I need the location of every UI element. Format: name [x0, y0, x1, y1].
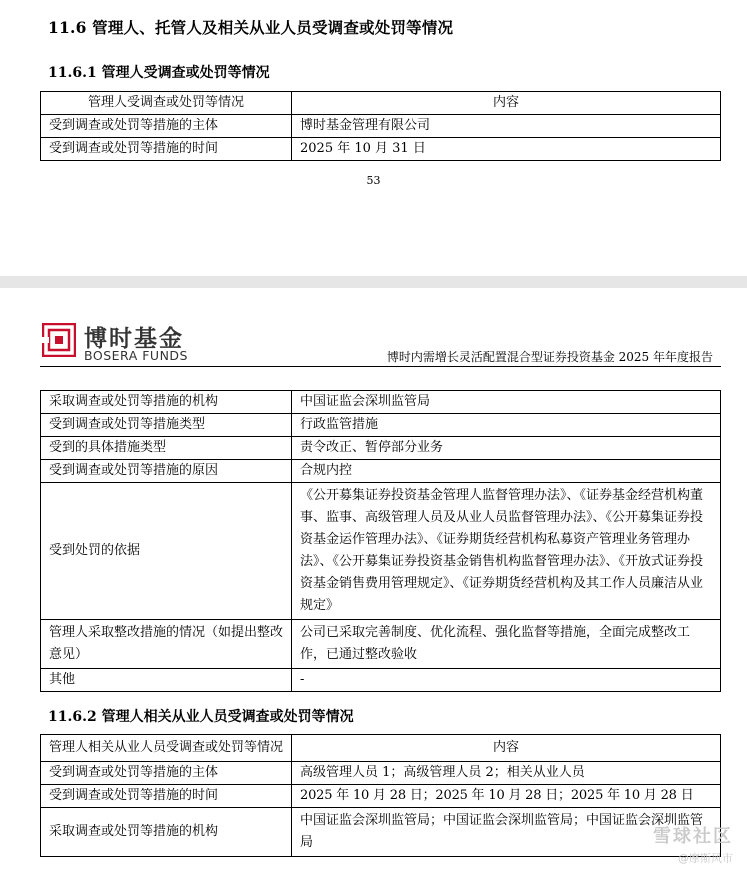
row-label: 采取调查或处罚等措施的机构	[41, 808, 292, 857]
row-value: -	[292, 669, 721, 692]
row-value: 2025 年 10 月 28 日；2025 年 10 月 28 日；2025 年 10 月 28 日	[292, 785, 721, 808]
subsection-title: 11.6.2 管理人相关从业人员受调查或处罚等情况	[48, 709, 354, 725]
subsection-title: 11.6.1 管理人受调查或处罚等情况	[48, 65, 270, 81]
watermark	[653, 822, 733, 866]
table-row	[41, 808, 721, 857]
header-rule	[40, 366, 721, 367]
row-label: 受到调查或处罚等措施的时间	[41, 138, 292, 161]
manager-investigation-table-part2	[40, 390, 721, 692]
table-row	[41, 460, 721, 483]
row-value: 博时基金管理有限公司	[292, 115, 721, 138]
document-page-bottom	[0, 288, 747, 879]
watermark-site: 雪球社区	[653, 826, 733, 847]
row-label: 受到调查或处罚等措施的主体	[41, 115, 292, 138]
row-label: 受到调查或处罚等措施的时间	[41, 785, 292, 808]
table-row	[41, 391, 721, 414]
table-header-cell: 管理人受调查或处罚等情况	[41, 92, 292, 115]
section-title: 11.6 管理人、托管人及相关从业人员受调查或处罚等情况	[48, 18, 454, 37]
page-number: 53	[366, 174, 381, 187]
row-value: 2025 年 10 月 31 日	[292, 138, 721, 161]
row-label: 受到处罚的依据	[41, 483, 292, 620]
staff-investigation-table	[40, 734, 721, 857]
table-row	[41, 483, 721, 620]
row-label: 采取调查或处罚等措施的机构	[41, 391, 292, 414]
page-separator	[0, 276, 747, 288]
table-header-cell: 内容	[292, 735, 721, 762]
row-label: 受到的具体措施类型	[41, 437, 292, 460]
table-header-row	[41, 735, 721, 762]
table-row	[41, 414, 721, 437]
watermark-author: @摩斯风市	[678, 852, 733, 865]
table-row	[41, 785, 721, 808]
table-header-row	[41, 92, 721, 115]
bosera-logo-icon	[42, 323, 76, 357]
report-title: 博时内需增长灵活配置混合型证券投资基金 2025 年年度报告	[386, 350, 713, 364]
table-row	[41, 620, 721, 669]
row-value: 《公开募集证券投资基金管理人监督管理办法》、《证券基金经营机构董事、监事、高级管理人员及从业人员监督管理办法》、《公开募集证券投资基金运作管理办法》、《证券期货经营机构私募资产管理业务管理办法》、《公开募集证券投资基金销售机构监督管理办法》、《开放式证券投资基金销售费用管理规定》、《证券期货经营机构及其工作人员廉洁从业规定》	[292, 483, 721, 620]
row-label: 受到调查或处罚等措施的主体	[41, 762, 292, 785]
row-label: 受到调查或处罚等措施类型	[41, 414, 292, 437]
table-header-cell: 内容	[292, 92, 721, 115]
logo-chinese-name: 博时基金	[84, 326, 184, 352]
row-value: 责令改正、暂停部分业务	[292, 437, 721, 460]
row-label: 受到调查或处罚等措施的原因	[41, 460, 292, 483]
row-value: 高级管理人员 1；高级管理人员 2；相关从业人员	[292, 762, 721, 785]
document-page-top	[0, 0, 747, 276]
row-label: 管理人采取整改措施的情况（如提出整改意见）	[41, 620, 292, 669]
row-value: 行政监管措施	[292, 414, 721, 437]
row-value: 公司已采取完善制度、优化流程、强化监督等措施，全面完成整改工作，已通过整改验收	[292, 620, 721, 669]
table-row	[41, 138, 721, 161]
manager-investigation-table-part1	[40, 91, 721, 161]
row-label: 其他	[41, 669, 292, 692]
table-row	[41, 437, 721, 460]
table-header-cell: 管理人相关从业人员受调查或处罚等情况	[41, 735, 292, 762]
row-value: 中国证监会深圳监管局；中国证监会深圳监管局；中国证监会深圳监管局	[292, 808, 721, 857]
table-row	[41, 669, 721, 692]
table-row	[41, 762, 721, 785]
row-value: 合规内控	[292, 460, 721, 483]
bosera-logo	[42, 320, 212, 364]
logo-english-name: BOSERA FUNDS	[84, 348, 188, 363]
row-value: 中国证监会深圳监管局	[292, 391, 721, 414]
table-row	[41, 115, 721, 138]
